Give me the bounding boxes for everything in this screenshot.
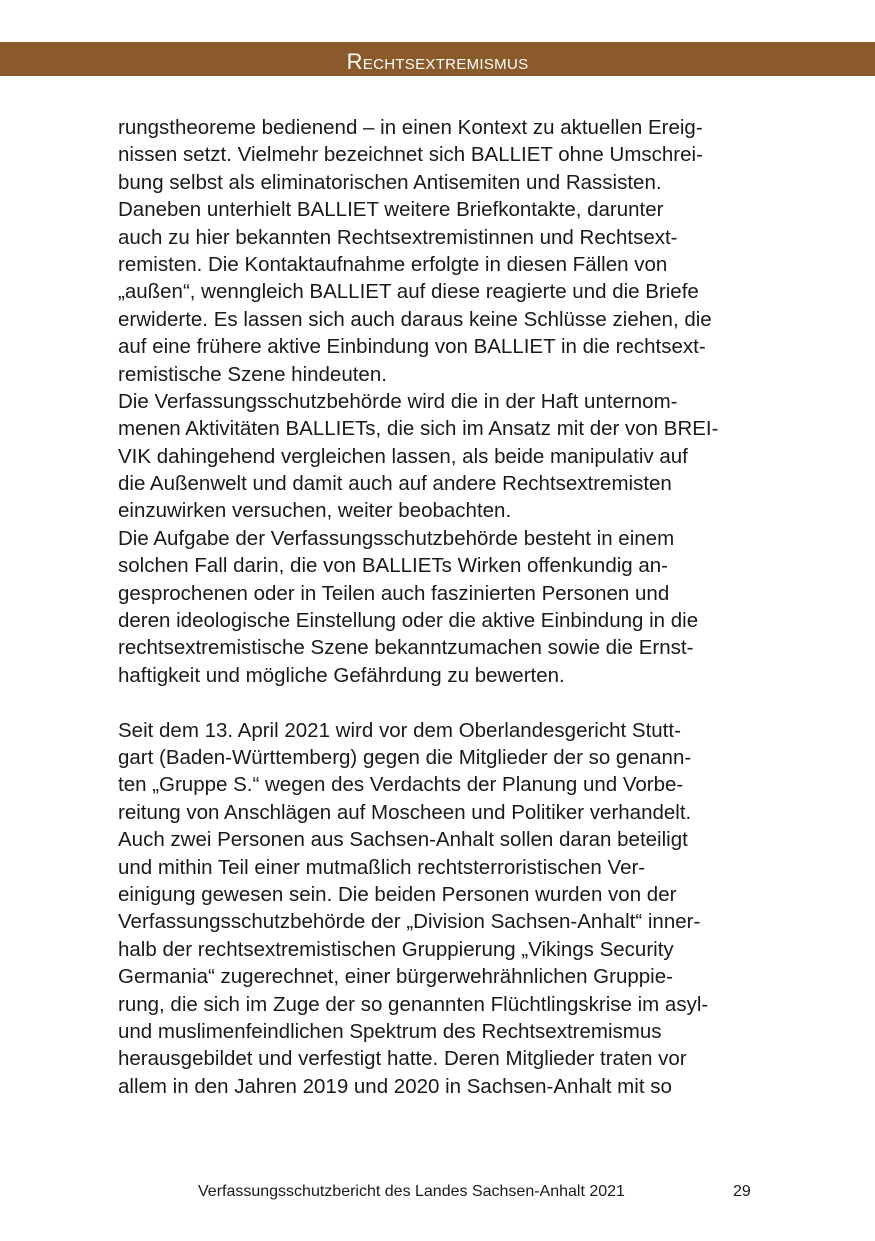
text-line: einzuwirken versuchen, weiter beobachten.	[118, 499, 512, 523]
text-line: ten „Gruppe S.“ wegen des Verdachts der Planung und Vorbe-	[118, 773, 684, 797]
text-line: menen Aktivitäten BALLIETs, die sich im Ansatz mit der von BREI-	[118, 417, 719, 441]
text-line: halb der rechtsextremistischen Gruppierung „Vikings Security	[118, 937, 674, 961]
text-line: allem in den Jahren 2019 und 2020 in Sachsen-Anhalt mit so	[118, 1074, 672, 1098]
page-number: 29	[733, 1183, 751, 1200]
text-line: und muslimenfeindlichen Spektrum des Rechtsextremismus	[118, 1019, 662, 1043]
text-line: rungstheoreme bedienend – in einen Kontext zu aktuellen Ereig-	[118, 116, 703, 139]
text-line: Verfassungsschutzbehörde der „Division Sachsen-Anhalt“ inner-	[118, 910, 701, 934]
text-line: auch zu hier bekannten Rechtsextremistinnen und Rechtsext-	[118, 225, 678, 249]
text-line: rung, die sich im Zuge der so genannten Flüchtlingskrise im asyl-	[118, 992, 709, 1016]
text-line: solchen Fall darin, die von BALLIETs Wirken offenkundig an-	[118, 554, 669, 578]
text-line: Auch zwei Personen aus Sachsen-Anhalt sollen daran beteiligt	[118, 828, 688, 852]
text-line: VIK dahingehend vergleichen lassen, als beide manipulativ auf	[118, 444, 688, 468]
footer-publication-title: Verfassungsschutzbericht des Landes Sachsen-Anhalt 2021	[198, 1183, 625, 1200]
text-line: „außen“, wenngleich BALLIET auf diese reagierte und die Briefe	[118, 280, 699, 304]
text-line: Die Aufgabe der Verfassungsschutzbehörde besteht in einem	[118, 526, 675, 550]
paragraph-gap	[118, 689, 768, 716]
text-line: reitung von Anschlägen auf Moscheen und Politiker verhandelt.	[118, 800, 692, 824]
text-line: Seit dem 13. April 2021 wird vor dem Oberlandesgericht Stutt-	[118, 718, 681, 742]
text-line: einigung gewesen sein. Die beiden Personen wurden von der	[118, 882, 677, 906]
body-text	[118, 114, 768, 1100]
text-line: haftigkeit und mögliche Gefährdung zu bewerten.	[118, 663, 565, 687]
text-line: erwiderte. Es lassen sich auch daraus keine Schlüsse ziehen, die	[118, 307, 712, 331]
text-line: auf eine frühere aktive Einbindung von BALLIET in die rechtsext-	[118, 335, 706, 359]
text-line: Daneben unterhielt BALLIET weitere Briefkontakte, darunter	[118, 198, 664, 222]
text-line: rechtsextremistische Szene bekanntzumachen sowie die Ernst-	[118, 636, 694, 660]
text-line: remistische Szene hindeuten.	[118, 362, 387, 386]
text-line: nissen setzt. Vielmehr bezeichnet sich BALLIET ohne Umschrei-	[118, 143, 703, 167]
text-line: Die Verfassungsschutzbehörde wird die in der Haft unternom-	[118, 389, 678, 413]
text-line: bung selbst als eliminatorischen Antisemiten und Rassisten.	[118, 170, 662, 194]
text-line: herausgebildet und verfestigt hatte. Deren Mitglieder traten vor	[118, 1047, 687, 1071]
text-line: deren ideologische Einstellung oder die aktive Einbindung in die	[118, 609, 699, 633]
text-line: gart (Baden-Württemberg) gegen die Mitglieder der so genann-	[118, 745, 692, 769]
text-line: die Außenwelt und damit auch auf andere Rechtsextremisten	[118, 472, 672, 496]
text-line: und mithin Teil einer mutmaßlich rechtsterroristischen Ver-	[118, 855, 646, 879]
page-section-title: Rechtsextremismus	[346, 49, 529, 74]
text-line: remisten. Die Kontaktaufnahme erfolgte in diesen Fällen von	[118, 252, 668, 276]
text-line: gesprochenen oder in Teilen auch faszinierten Personen und	[118, 581, 670, 605]
text-line: Germania“ zugerechnet, einer bürgerwehrähnlichen Gruppie-	[118, 965, 673, 989]
